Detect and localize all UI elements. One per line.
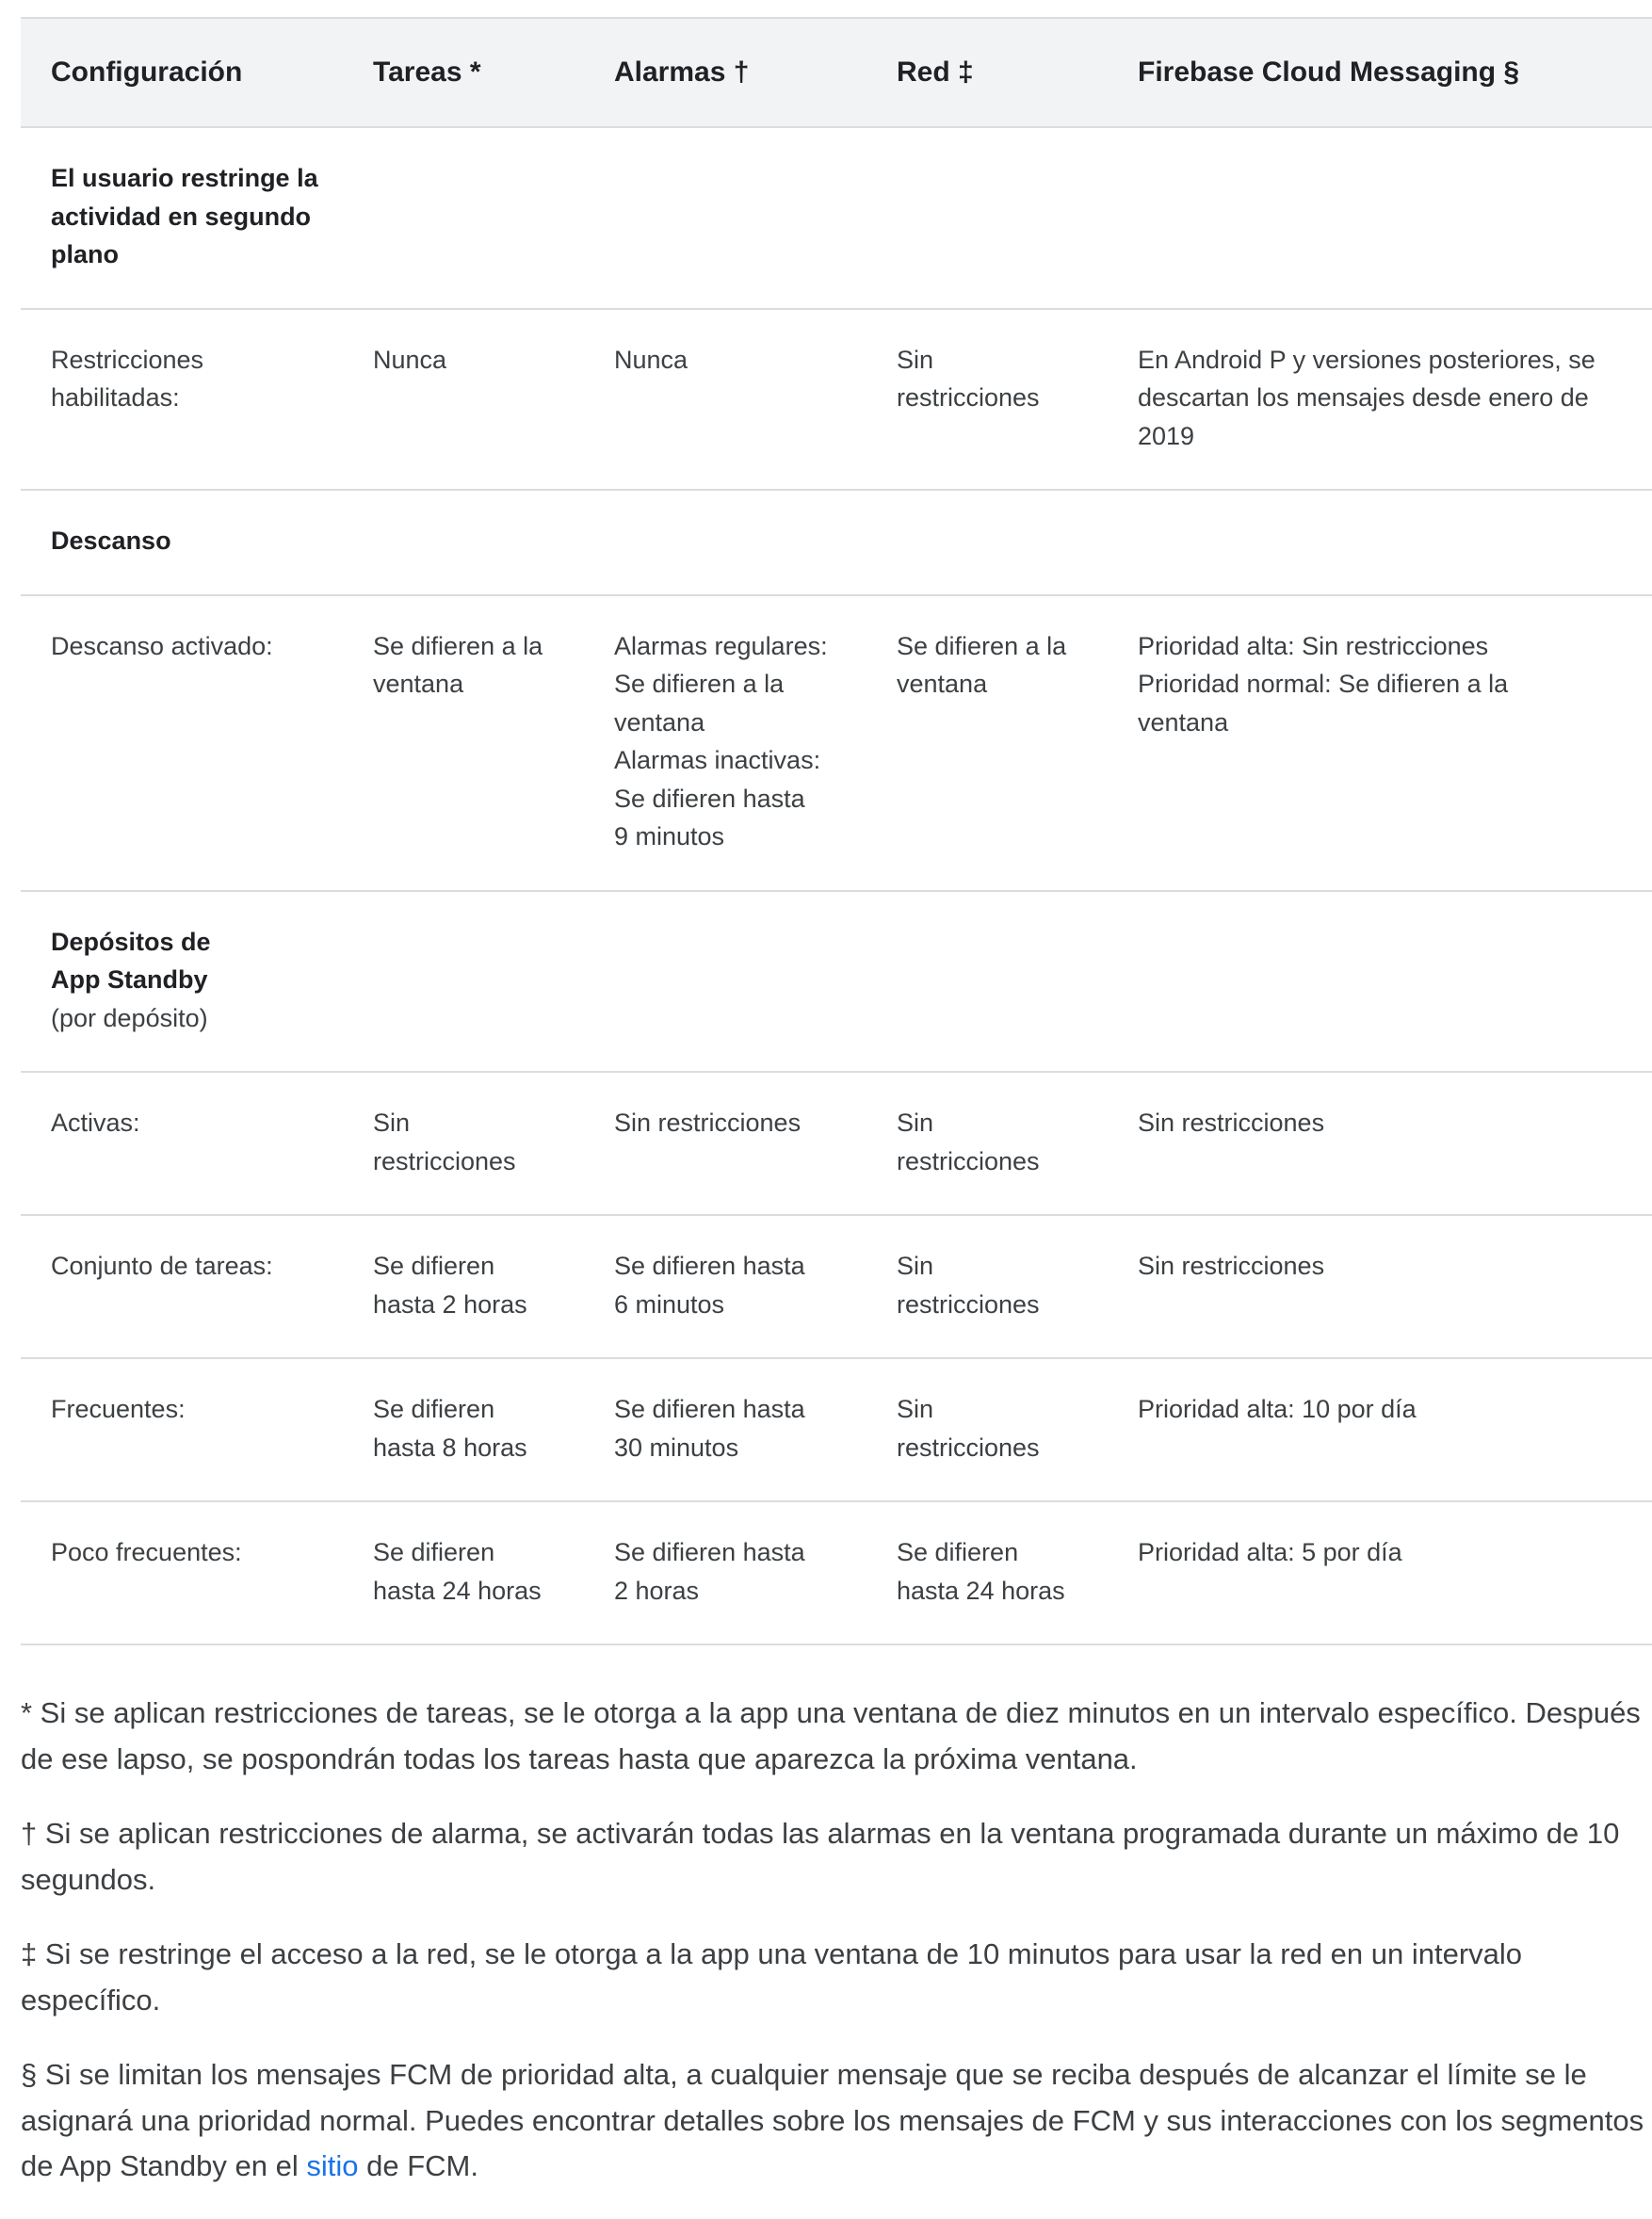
empty-cell [343, 490, 584, 595]
footnote-red: ‡ Si se restringe el acceso a la red, se le otorga a la app una ventana de 10 minutos para usar la red en un intervalo específico. [21, 1937, 1523, 2017]
row-label [21, 309, 343, 491]
cell-alarmas [584, 1358, 866, 1501]
footnote-tareas: * Si se aplican restricciones de tareas, se le otorga a la app una ventana de diez minutos en un intervalo específico. Después de ese lapso, se pospondrán todas los tareas hasta que aparezca la próxima ventana. [21, 1696, 1641, 1775]
restrictions-table [21, 17, 1652, 1645]
section-title-line: Depósitos de [51, 927, 211, 956]
empty-cell [1108, 127, 1652, 309]
table-row [21, 1215, 1652, 1358]
cell-line: ventana [1138, 707, 1229, 737]
cell-line: restricciones [897, 1289, 1040, 1319]
table-body [21, 127, 1652, 1644]
section-title [21, 891, 343, 1073]
row-label [21, 595, 343, 891]
cell-alarmas [584, 1215, 866, 1358]
empty-cell [584, 127, 866, 309]
table-row [21, 309, 1652, 491]
cell-line: Sin restricciones [1138, 1252, 1325, 1280]
header-red: Red ‡ [866, 18, 1108, 127]
cell-red [866, 1072, 1108, 1215]
cell-line: Se difieren hasta [614, 1538, 805, 1566]
cell-line: Sin [373, 1109, 411, 1137]
cell-fcm [1108, 1215, 1652, 1358]
row-label [21, 1501, 343, 1644]
cell-line: Sin [897, 1109, 934, 1137]
table-row [21, 595, 1652, 891]
cell-alarmas [584, 309, 866, 491]
fcm-site-link[interactable]: sitio [306, 2149, 359, 2182]
footnotes [21, 1691, 1652, 2190]
section-title-line: plano [51, 240, 119, 268]
cell-line: hasta 24 horas [373, 1576, 542, 1605]
cell-line: Poco frecuentes: [51, 1538, 242, 1566]
footnote-alarmas: † Si se aplican restricciones de alarma, se activarán todas las alarmas en la ventana programada durante un máximo de 10 segundos. [21, 1817, 1620, 1896]
cell-tareas [343, 595, 584, 891]
cell-line: Prioridad normal: Se difieren a la [1138, 670, 1509, 698]
cell-line: Se difieren hasta [614, 1395, 805, 1423]
section-title [21, 490, 343, 595]
cell-line: Sin [897, 1252, 934, 1280]
empty-cell [866, 490, 1108, 595]
cell-red [866, 1501, 1108, 1644]
cell-line: Nunca [373, 345, 447, 374]
cell-line: Se difieren a la [614, 670, 785, 698]
empty-cell [343, 891, 584, 1073]
row-label [21, 1215, 343, 1358]
cell-fcm [1108, 1072, 1652, 1215]
section-title-line: App Standby [51, 965, 208, 994]
section-title-line: Descanso [51, 526, 171, 555]
cell-red [866, 309, 1108, 491]
section-title-line: actividad en segundo [51, 202, 312, 231]
row-label [21, 1358, 343, 1501]
footnote-fcm-end: de FCM. [358, 2149, 478, 2182]
cell-alarmas [584, 1501, 866, 1644]
cell-alarmas [584, 595, 866, 891]
cell-red [866, 1358, 1108, 1501]
document-page [21, 17, 1652, 2219]
row-label [21, 1072, 343, 1215]
cell-red [866, 595, 1108, 891]
cell-tareas [343, 1215, 584, 1358]
cell-fcm [1108, 1501, 1652, 1644]
cell-line: 2 horas [614, 1576, 700, 1605]
cell-line: ventana [897, 670, 988, 698]
cell-fcm [1108, 309, 1652, 491]
cell-line: hasta 8 horas [373, 1433, 527, 1462]
empty-cell [584, 490, 866, 595]
cell-line: Sin [897, 1395, 934, 1423]
cell-line: Sin [897, 345, 934, 374]
cell-line: Se difieren [373, 1252, 495, 1280]
table-row [21, 1501, 1652, 1644]
footnote-fcm-text: § Si se limitan los mensajes FCM de prioridad alta, a cualquier mensaje que se reciba después de alcanzar el límite se le asignará una prioridad normal. Puedes encontrar detalles sobre los mensajes de FCM y sus interacciones con los segmentos de App Standby en el [21, 2058, 1644, 2182]
cell-line: 2019 [1138, 421, 1195, 450]
cell-line: Sin restricciones [614, 1109, 802, 1137]
empty-cell [866, 127, 1108, 309]
section-title [21, 127, 343, 309]
cell-fcm [1108, 1358, 1652, 1501]
section-title-line: El usuario restringe la [51, 164, 318, 192]
cell-line: ventana [373, 670, 464, 698]
cell-line: Descanso activado: [51, 631, 273, 660]
cell-line: 6 minutos [614, 1289, 725, 1319]
cell-line: Se difieren [897, 1538, 1019, 1566]
cell-line: Frecuentes: [51, 1395, 186, 1423]
cell-tareas [343, 1501, 584, 1644]
section-subtitle: (por depósito) [51, 1003, 208, 1032]
cell-line: En Android P y versiones posteriores, se [1138, 345, 1595, 374]
cell-line: restricciones [373, 1146, 516, 1175]
cell-line: hasta 24 horas [897, 1576, 1065, 1605]
cell-line: 30 minutos [614, 1433, 739, 1462]
cell-line: hasta 2 horas [373, 1289, 527, 1319]
cell-line: descartan los mensajes desde enero de [1138, 383, 1589, 412]
empty-cell [343, 127, 584, 309]
cell-line: restricciones [897, 383, 1040, 412]
cell-line: Conjunto de tareas: [51, 1252, 273, 1280]
cell-line: Activas: [51, 1109, 140, 1137]
cell-line: Prioridad alta: Sin restricciones [1138, 631, 1489, 660]
cell-tareas [343, 1072, 584, 1215]
cell-line: Se difieren hasta [614, 784, 805, 813]
cell-red [866, 1215, 1108, 1358]
cell-line: Restricciones [51, 345, 204, 374]
cell-alarmas [584, 1072, 866, 1215]
empty-cell [1108, 891, 1652, 1073]
cell-line: Prioridad alta: 10 por día [1138, 1395, 1417, 1423]
header-tareas: Tareas * [343, 18, 584, 127]
empty-cell [584, 891, 866, 1073]
section-row [21, 127, 1652, 309]
section-row [21, 891, 1652, 1073]
table-row [21, 1358, 1652, 1501]
header-alarmas: Alarmas † [584, 18, 866, 127]
cell-tareas [343, 1358, 584, 1501]
cell-line: Sin restricciones [1138, 1109, 1325, 1137]
cell-line: Se difieren a la [897, 631, 1067, 660]
section-row [21, 490, 1652, 595]
cell-line: habilitadas: [51, 383, 180, 412]
cell-line: ventana [614, 707, 705, 737]
cell-tareas [343, 309, 584, 491]
footnote-fcm [21, 2052, 1652, 2190]
cell-line: Nunca [614, 345, 688, 374]
cell-line: Se difieren a la [373, 631, 543, 660]
cell-line: restricciones [897, 1146, 1040, 1175]
table-row [21, 1072, 1652, 1215]
cell-line: Prioridad alta: 5 por día [1138, 1538, 1402, 1566]
cell-line: restricciones [897, 1433, 1040, 1462]
header-configuracion: Configuración [21, 18, 343, 127]
table-header-row [21, 18, 1652, 127]
cell-line: Se difieren [373, 1395, 495, 1423]
empty-cell [1108, 490, 1652, 595]
cell-line: Se difieren [373, 1538, 495, 1566]
cell-line: Alarmas regulares: [614, 631, 828, 660]
cell-line: Se difieren hasta [614, 1252, 805, 1280]
empty-cell [866, 891, 1108, 1073]
cell-line: Alarmas inactivas: [614, 746, 821, 774]
cell-fcm [1108, 595, 1652, 891]
cell-line: 9 minutos [614, 822, 725, 850]
header-fcm: Firebase Cloud Messaging § [1108, 18, 1652, 127]
